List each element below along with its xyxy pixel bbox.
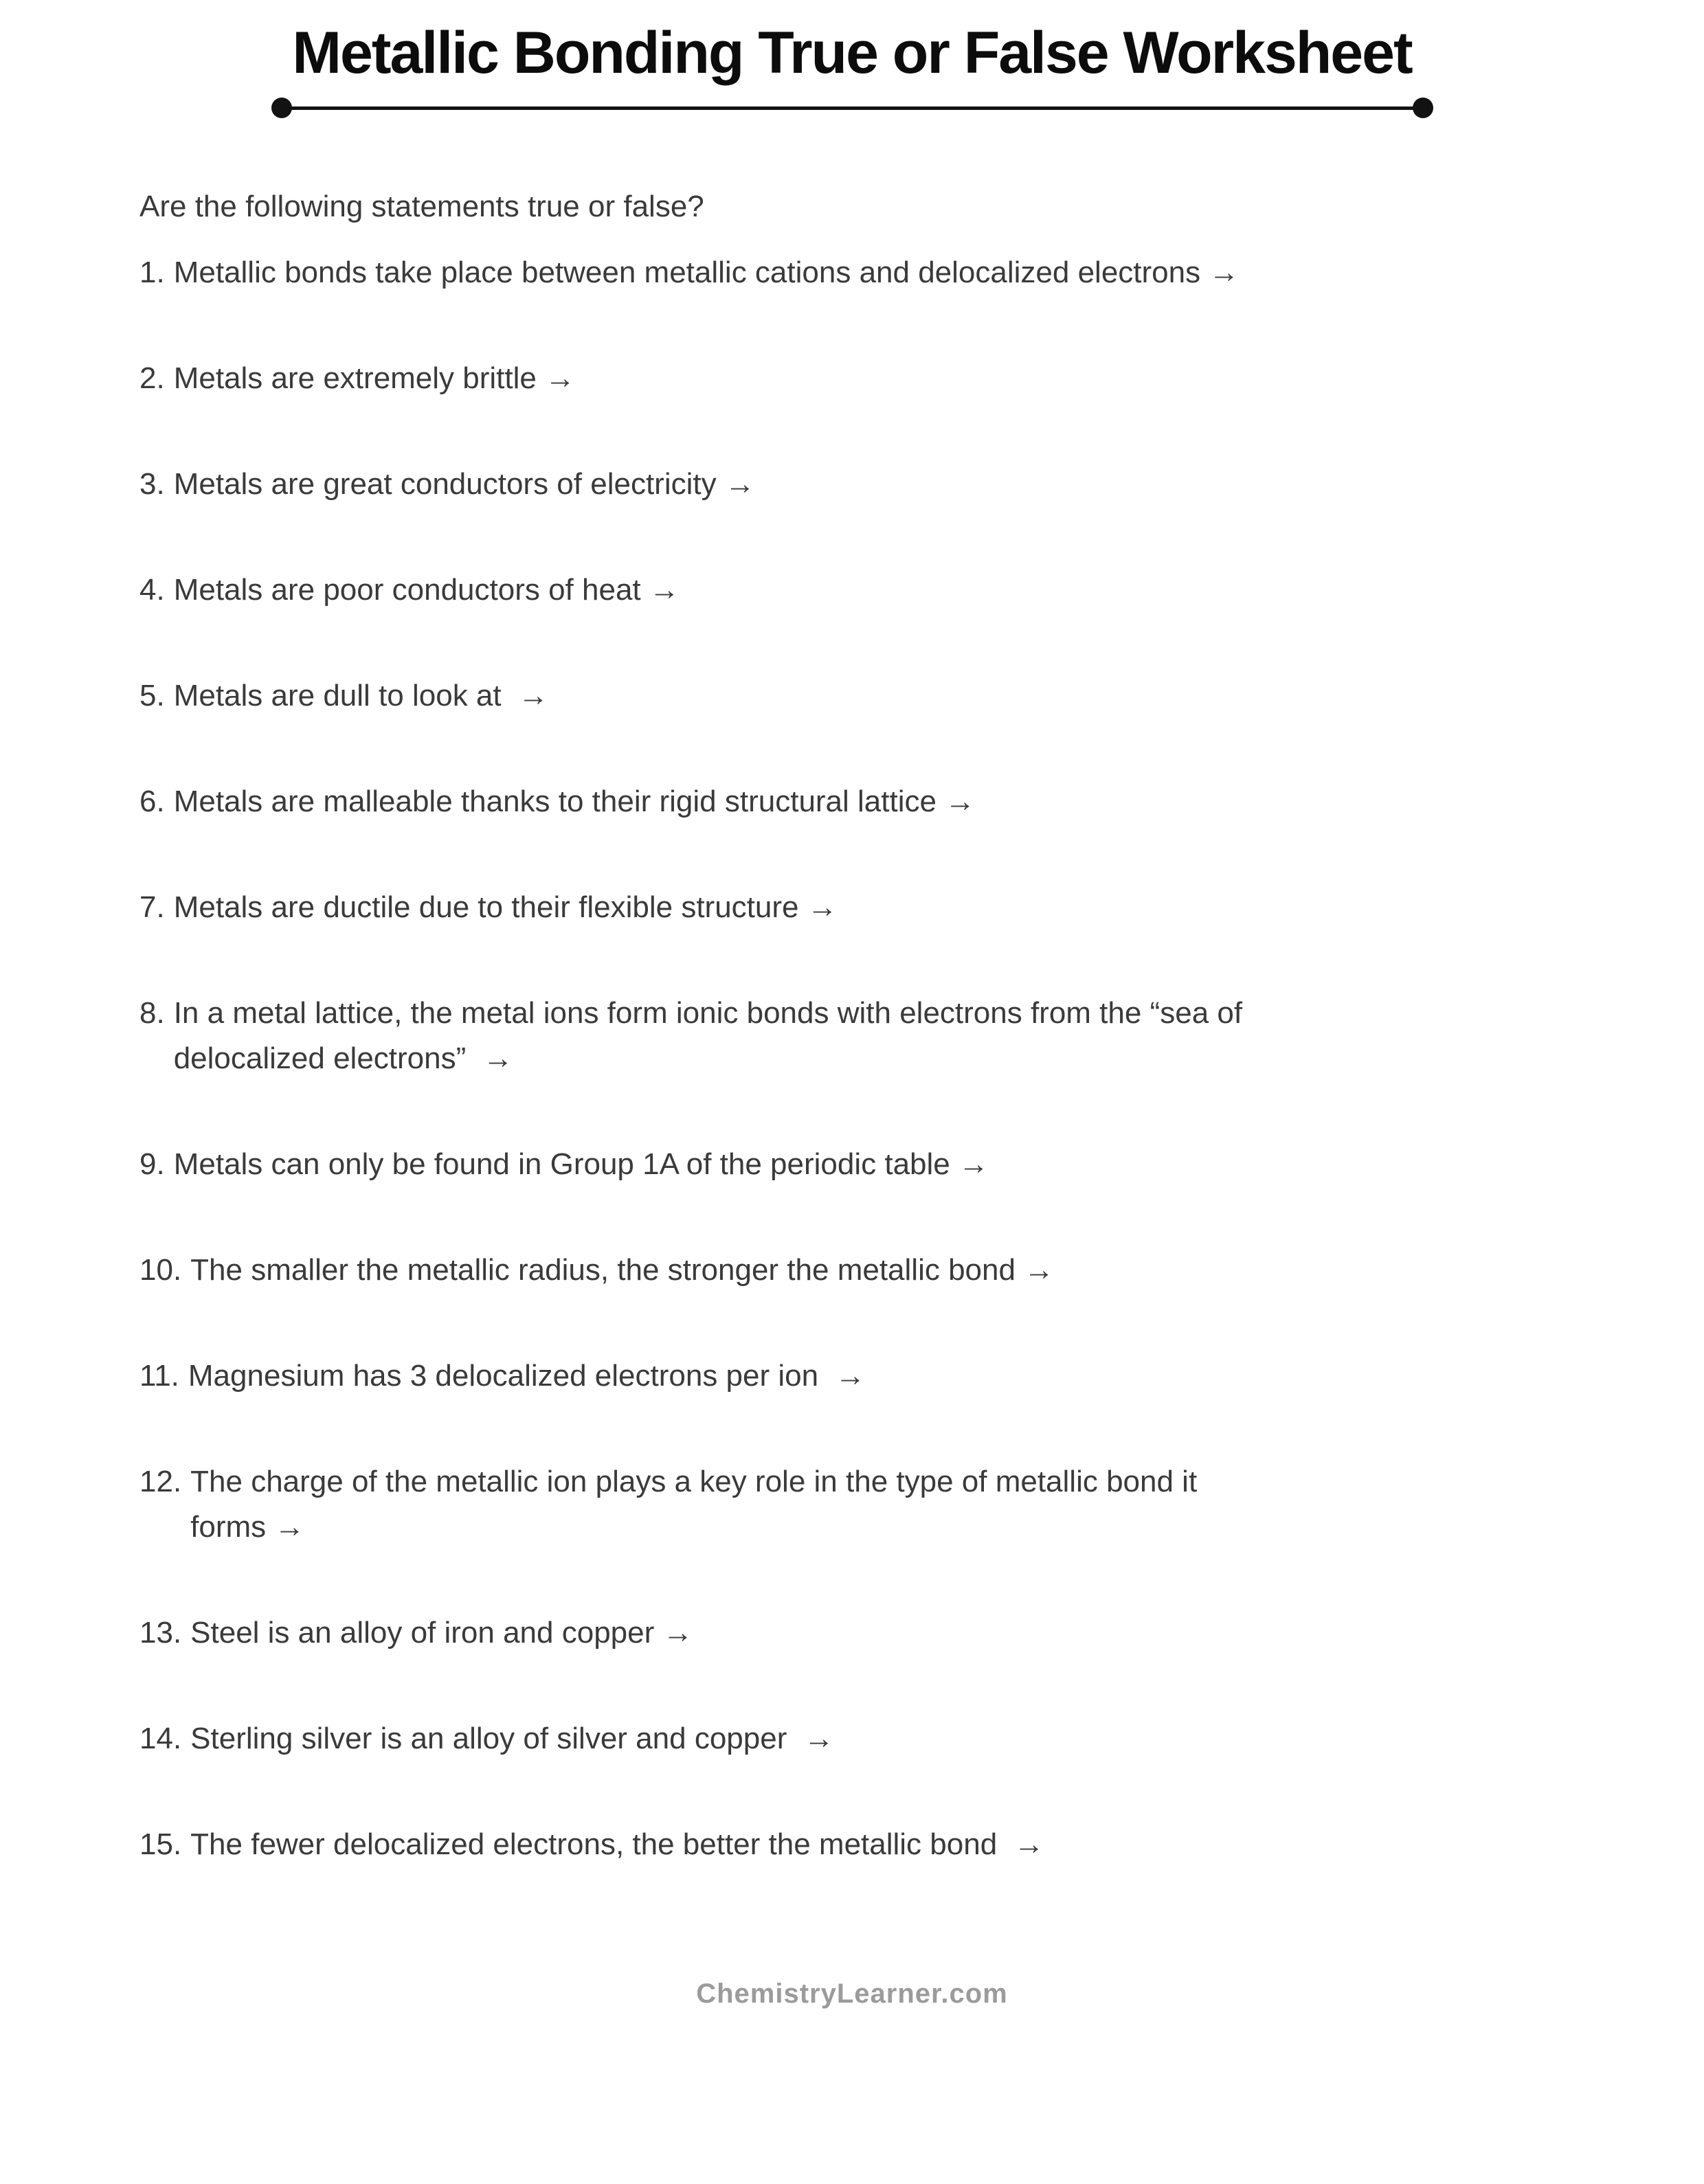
item-text bbox=[174, 673, 1567, 719]
item-number: 1. bbox=[139, 255, 165, 289]
item-text bbox=[190, 1459, 1567, 1550]
item-text-line: The charge of the metallic ion plays a key role in the type of metallic bond it bbox=[190, 1464, 1198, 1498]
worksheet-item bbox=[139, 1459, 1567, 1550]
item-text bbox=[190, 1716, 1567, 1761]
item-number: 4. bbox=[139, 572, 165, 607]
worksheet-items bbox=[139, 250, 1567, 1867]
item-text-line: Metals are great conductors of electricity → bbox=[173, 466, 755, 501]
item-text-line: forms → bbox=[190, 1509, 305, 1544]
worksheet-item bbox=[139, 1610, 1567, 1656]
worksheet-item bbox=[139, 885, 1567, 930]
worksheet-item bbox=[139, 462, 1567, 507]
page-title: Metallic Bonding True or False Worksheet bbox=[292, 20, 1412, 86]
item-text-line: The fewer delocalized electrons, the better the metallic bond → bbox=[190, 1827, 1044, 1861]
item-text bbox=[174, 779, 1567, 824]
item-text-line: In a metal lattice, the metal ions form ionic bonds with electrons from the “sea of bbox=[173, 995, 1243, 1030]
item-text bbox=[174, 462, 1567, 507]
item-number: 14. bbox=[139, 1721, 182, 1755]
item-text bbox=[188, 1353, 1567, 1399]
item-number: 10. bbox=[139, 1252, 182, 1287]
worksheet-item bbox=[139, 991, 1567, 1081]
item-text bbox=[174, 250, 1567, 295]
item-number: 9. bbox=[139, 1147, 165, 1181]
footer-brand: ChemistryLearner.com bbox=[696, 1978, 1008, 2009]
worksheet-item bbox=[139, 779, 1567, 824]
worksheet-item bbox=[139, 1353, 1567, 1399]
item-text-line: Metals can only be found in Group 1A of the periodic table → bbox=[173, 1147, 989, 1181]
item-text-line: Metals are ductile due to their flexible structure → bbox=[173, 890, 838, 924]
worksheet-item bbox=[139, 1248, 1567, 1293]
item-text-line: Metals are dull to look at → bbox=[173, 678, 549, 712]
item-number: 2. bbox=[139, 361, 165, 395]
worksheet-body bbox=[0, 184, 1704, 1867]
item-text bbox=[174, 356, 1567, 401]
item-text-line: Steel is an alloy of iron and copper → bbox=[190, 1615, 693, 1650]
item-text bbox=[174, 567, 1567, 613]
worksheet-item bbox=[139, 1142, 1567, 1187]
worksheet-item bbox=[139, 673, 1567, 719]
divider-right-dot-icon bbox=[1413, 98, 1433, 118]
item-number: 7. bbox=[139, 890, 165, 924]
item-text-line: Metals are extremely brittle → bbox=[173, 361, 576, 395]
intro-question: Are the following statements true or false? bbox=[139, 189, 704, 223]
item-number: 6. bbox=[139, 784, 165, 818]
item-text bbox=[190, 1248, 1567, 1293]
worksheet-item bbox=[139, 1822, 1567, 1867]
worksheet-item bbox=[139, 356, 1567, 401]
item-text-line: Metals are malleable thanks to their rigid structural lattice → bbox=[173, 784, 976, 818]
item-number: 3. bbox=[139, 466, 165, 501]
item-text bbox=[174, 991, 1567, 1081]
item-text-line: Magnesium has 3 delocalized electrons per ion → bbox=[188, 1358, 866, 1393]
item-text-line: Metallic bonds take place between metallic cations and delocalized electrons → bbox=[173, 255, 1240, 289]
item-text-line: The smaller the metallic radius, the stronger the metallic bond → bbox=[190, 1252, 1055, 1287]
item-number: 11. bbox=[139, 1358, 179, 1393]
title-divider bbox=[280, 106, 1424, 110]
item-text-line: Sterling silver is an alloy of silver and copper → bbox=[190, 1721, 834, 1755]
worksheet-item bbox=[139, 1716, 1567, 1761]
item-number: 13. bbox=[139, 1615, 182, 1650]
worksheet-item bbox=[139, 250, 1567, 295]
divider-left-dot-icon bbox=[271, 98, 292, 118]
item-number: 8. bbox=[139, 995, 165, 1030]
worksheet-item bbox=[139, 567, 1567, 613]
item-text bbox=[174, 885, 1567, 930]
item-text bbox=[190, 1822, 1567, 1867]
item-text bbox=[174, 1142, 1567, 1187]
item-number: 15. bbox=[139, 1827, 182, 1861]
item-text-line: delocalized electrons” → bbox=[173, 1041, 513, 1075]
item-text-line: Metals are poor conductors of heat → bbox=[173, 572, 680, 607]
item-number: 5. bbox=[139, 678, 165, 712]
item-number: 12. bbox=[139, 1464, 182, 1498]
item-text bbox=[190, 1610, 1567, 1656]
